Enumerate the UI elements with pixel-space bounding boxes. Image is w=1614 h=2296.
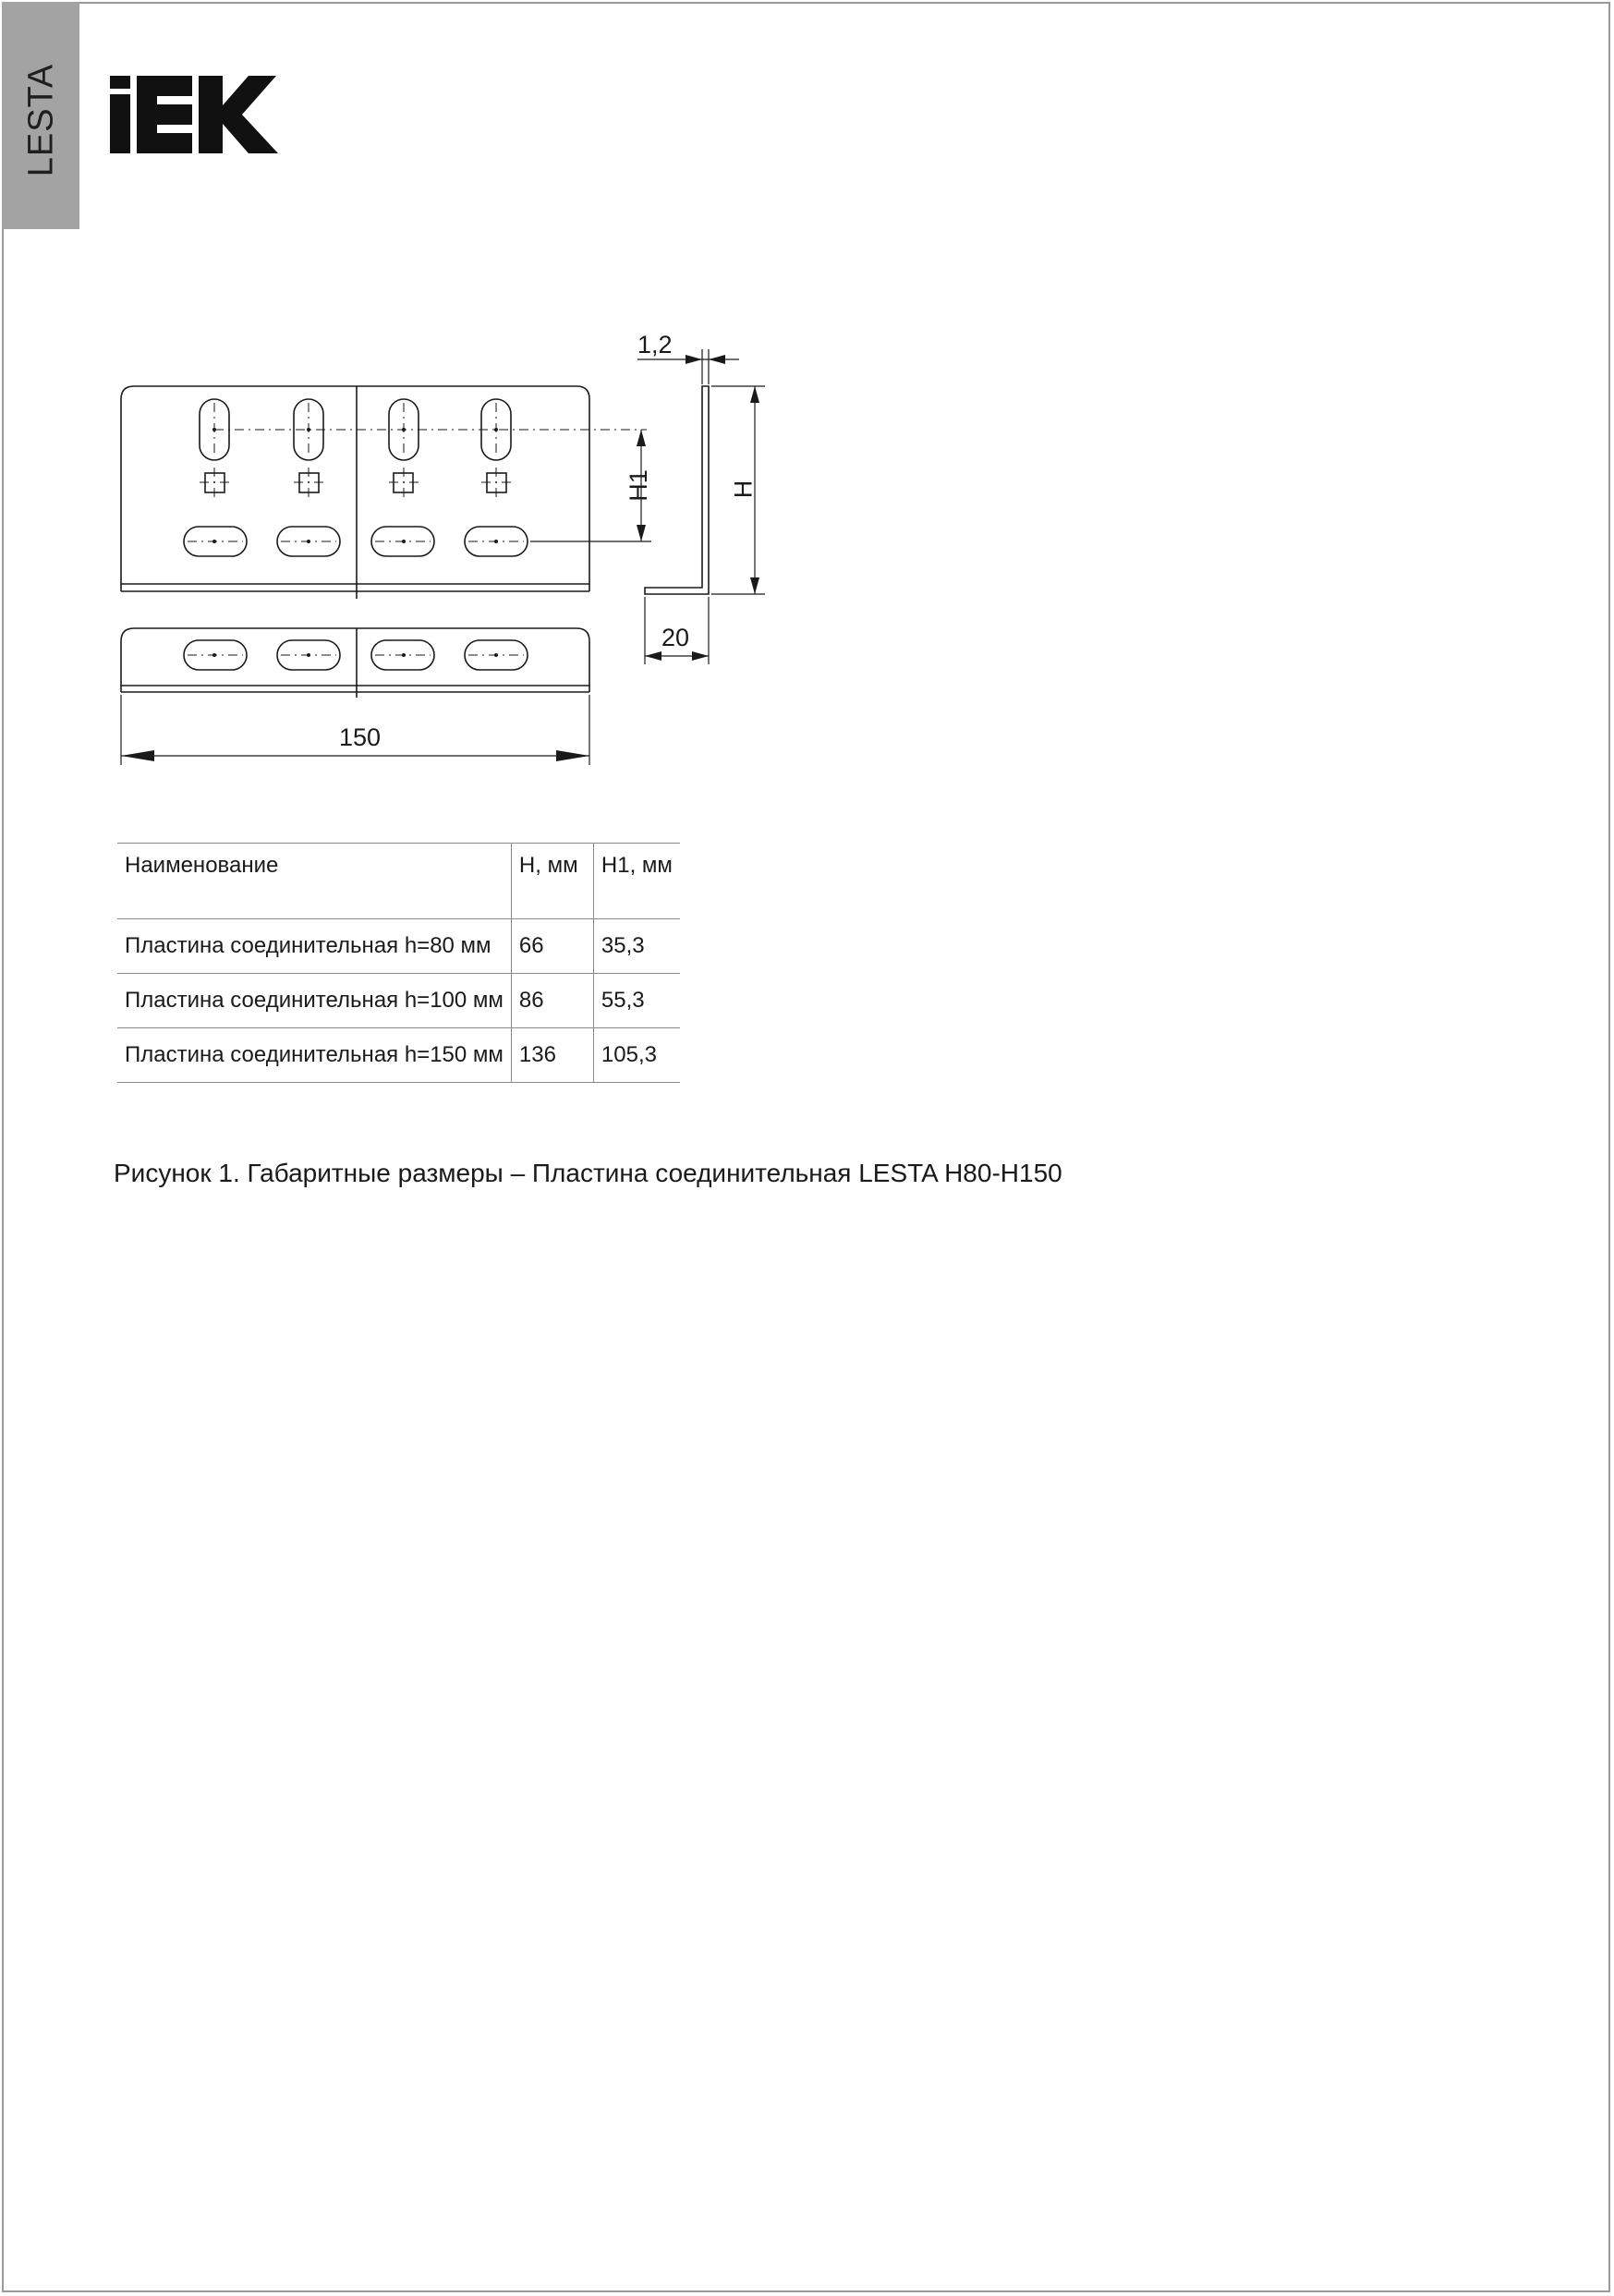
column-header-h1: H1, мм <box>593 844 680 919</box>
page-frame <box>2 2 1610 2292</box>
cell-name: Пластина соединительная h=80 мм <box>117 919 511 974</box>
cell-h: 66 <box>511 919 593 974</box>
spec-table <box>117 843 680 1083</box>
column-header-h: H, мм <box>511 844 593 919</box>
table-row <box>117 974 680 1028</box>
dim-thickness-label: 1,2 <box>637 331 673 358</box>
iek-logo <box>110 76 278 153</box>
dim-length-label: 150 <box>339 723 382 751</box>
cell-h1: 105,3 <box>593 1028 680 1083</box>
cell-name: Пластина соединительная h=150 мм <box>117 1028 511 1083</box>
column-header-name: Наименование <box>117 844 511 919</box>
dim-flange-label: 20 <box>661 624 690 651</box>
cell-h: 136 <box>511 1028 593 1083</box>
cell-h: 86 <box>511 974 593 1028</box>
series-tab <box>2 2 79 229</box>
figure-caption: Рисунок 1. Габаритные размеры – Пластина соединительная LESTA H80-H150 <box>114 1159 1062 1187</box>
cell-name: Пластина соединительная h=100 мм <box>117 974 511 1028</box>
cell-h1: 35,3 <box>593 919 680 974</box>
cell-h1: 55,3 <box>593 974 680 1028</box>
table-header-row <box>117 844 680 919</box>
table-row <box>117 1028 680 1083</box>
series-label: LESTA <box>21 63 61 177</box>
dim-h1-label: H1 <box>624 469 652 502</box>
dim-h-label: H <box>729 480 758 499</box>
table-row <box>117 919 680 974</box>
